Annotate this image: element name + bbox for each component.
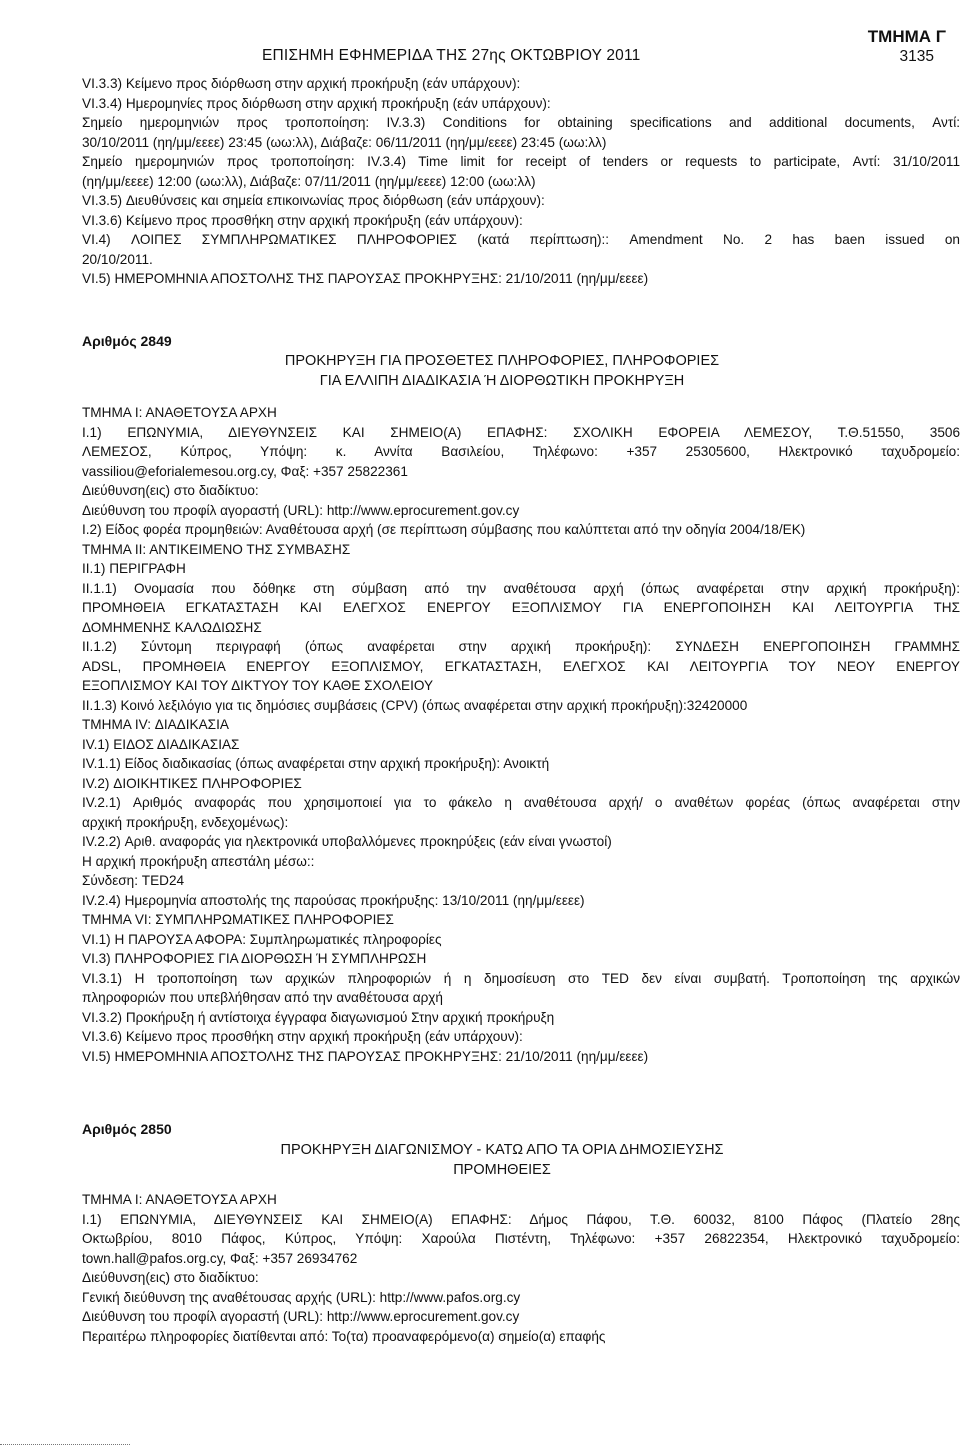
- text-line: Περαιτέρω πληροφορίες διατίθενται από: Το(τα) προαναφερόμενο(α) σημείο(α) επαφής: [82, 1328, 606, 1344]
- text-line: II.1.3) Κοινό λεξιλόγιο για τις δημόσιες συμβάσεις (CPV) (όπως αναφέρεται στην αρχική προκήρυξη):32420000: [82, 697, 748, 713]
- text-line: VI.3.1) Η τροποποίηση των αρχικών πληροφοριών ή η δημοσίευση στο TED δεν είναι συμβατή. Τροποποίηση της αρχικών: [82, 970, 960, 986]
- text-line: Σύνδεση: TED24: [82, 873, 185, 888]
- text-line: αρχική προκήρυξη, ενδεχομένως):: [82, 814, 289, 830]
- text-line: (ηη/μμ/εεεε) 12:00 (ωω:λλ), Διάβαζε: 07/11/2011 (ηη/μμ/εεεε) 12:00 (ωω:λλ): [82, 173, 536, 189]
- notice-title-2850: [232, 1140, 772, 1180]
- text-line: Η αρχική προκήρυξη απεστάλη μέσω::: [82, 853, 315, 869]
- text-line: VI.5) ΗΜΕΡΟΜΗΝΙΑ ΑΠΟΣΤΟΛΗΣ ΤΗΣ ΠΑΡΟΥΣΑΣ ΠΡΟΚΗΡΥΞΗΣ: 21/10/2011 (ηη/μμ/εεεε): [82, 271, 649, 286]
- text-line: VI.1) Η ΠΑΡΟΥΣΑ ΑΦΟΡΑ: Συμπληρωματικές πληροφορίες: [82, 931, 442, 947]
- text-line: ΤΜΗΜΑ Ι: ΑΝΑΘΕΤΟΥΣΑ ΑΡΧΗ: [82, 405, 277, 420]
- text-line: II.1.1) Ονομασία που δόθηκε στη σύμβαση από την αναθέτουσα αρχή (όπως αναφέρεται στην αρχική προκήρυξη):: [82, 580, 960, 596]
- text-line: Σημείο ημερομηνιών προς τροποποίηση: IV.3.4) Time limit for receipt of tenders or requests to participate, Αντί: 31/10/2011: [82, 154, 960, 169]
- text-line: πληροφοριών που υπεβλήθησαν από την αναθέτουσα αρχή: [82, 990, 443, 1005]
- previous-notice-continuation: [82, 74, 960, 289]
- text-line: town.hall@pafos.org.cy, Φαξ: +357 26934762: [82, 1250, 358, 1266]
- text-line: I.1) ΕΠΩΝΥΜΙΑ, ΔΙΕΥΘΥΝΣΕΙΣ ΚΑΙ ΣΗΜΕΙΟ(Α) ΕΠΑΦΗΣ: Δήμος Πάφου, Τ.Θ. 60032, 8100 Πάφος (Πλατείο 28ης: [82, 1211, 960, 1227]
- text-line: ΤΜΗΜΑ VI: ΣΥΜΠΛΗΡΩΜΑΤΙΚΕΣ ΠΛΗΡΟΦΟΡΙΕΣ: [82, 912, 394, 927]
- text-line: ΤΜΗΜΑ IV: ΔΙΑΔΙΚΑΣΙΑ: [82, 717, 229, 732]
- text-line: Διεύθυνση(εις) στο διαδίκτυο:: [82, 483, 259, 498]
- gazette-title: ΕΠΙΣΗΜΗ ΕΦΗΜΕΡΙΔΑ ΤΗΣ 27ης ΟΚΤΩΒΡΙΟΥ 2011: [262, 47, 641, 64]
- notice-title-line: ΠΡΟΚΗΡΥΞΗ ΓΙΑ ΠΡΟΣΘΕΤΕΣ ΠΛΗΡΟΦΟΡΙΕΣ, ΠΛΗΡΟΦΟΡΙΕΣ: [284, 353, 720, 369]
- text-line: Γενική διεύθυνση της αναθέτουσας αρχής (URL): http://www.pafos.org.cy: [82, 1289, 521, 1305]
- notice-title-2849: [232, 351, 772, 391]
- notice-title-line: ΓΙΑ ΕΛΛΙΠΗ ΔΙΑΔΙΚΑΣΙΑ Ή ΔΙΟΡΘΩΤΙΚΗ ΠΡΟΚΗΡΥΞΗ: [319, 373, 685, 389]
- notice-body-2850: [82, 1190, 960, 1346]
- text-line: IV.2.1) Αριθμός αναφοράς που χρησιμοποιεί για το φάκελο η αναθέτουσα αρχή/ ο αναθέτων φορέας (όπως αναφέρεται στην: [82, 795, 960, 810]
- text-line: VI.3.6) Κείμενο προς προσθήκη στην αρχική προκήρυξη (εάν υπάρχουν):: [82, 212, 523, 228]
- text-line: ΠΡΟΜΗΘΕΙΑ ΕΓΚΑΤΑΣΤΑΣΗ ΚΑΙ ΕΛΕΓΧΟΣ ΕΝΕΡΓΟΥ ΕΞΟΠΛΙΣΜΟΥ ΓΙΑ ΕΝΕΡΓΟΠΟΙΗΣΗ ΚΑΙ ΛΕΙΤΟΥΡΓΙΑ ΤΗΣ: [82, 600, 960, 615]
- text-line: I.2) Είδος φορέα προμηθειών: Αναθέτουσα αρχή (σε περίπτωση σύμβασης που καλύπτεται από την οδηγία 2004/18/ΕΚ): [82, 522, 806, 537]
- notice-title-line: ΠΡΟΚΗΡΥΞΗ ΔΙΑΓΩΝΙΣΜΟΥ - ΚΑΤΩ ΑΠΟ ΤΑ ΟΡΙΑ ΔΗΜΟΣΙΕΥΣΗΣ: [280, 1142, 724, 1158]
- text-line: ΕΞΟΠΛΙΣΜΟΥ ΚΑΙ ΤΟΥ ΔΙΚΤΥΟΥ ΤΟΥ ΚΑΘΕ ΣΧΟΛΕΙΟΥ: [82, 678, 434, 693]
- notice-title-line: ΠΡΟΜΗΘΕΙΕΣ: [453, 1162, 551, 1178]
- text-line: VI.3.4) Ημερομηνίες προς διόρθωση στην αρχική προκήρυξη (εάν υπάρχουν):: [82, 95, 551, 111]
- section-label: ΤΜΗΜΑ Γ: [867, 27, 946, 46]
- text-line: IV.1.1) Είδος διαδικασίας (όπως αναφέρεται στην αρχική προκήρυξη): Ανοικτή: [82, 756, 550, 771]
- notice-body-2849: [82, 403, 960, 1066]
- text-line: 20/10/2011.: [82, 251, 153, 267]
- text-line: ΤΜΗΜΑ Ι: ΑΝΑΘΕΤΟΥΣΑ ΑΡΧΗ: [82, 1192, 277, 1207]
- text-line: IV.2) ΔΙΟΙΚΗΤΙΚΕΣ ΠΛΗΡΟΦΟΡΙΕΣ: [82, 775, 302, 791]
- text-line: ΔΟΜΗΜΕΝΗΣ ΚΑΛΩΔΙΩΣΗΣ: [82, 619, 262, 635]
- notice-number-2849: Αριθμός 2849: [82, 333, 172, 349]
- text-line: Οκτωβρίου, 8010 Πάφος, Κύπρος, Υπόψη: Χαρούλα Πιστέντη, Τηλέφωνο: +357 26822354, Ηλεκτρονικό ταχυδρομείο:: [82, 1231, 960, 1246]
- text-line: IV.1) ΕΙΔΟΣ ΔΙΑΔΙΚΑΣΙΑΣ: [82, 736, 240, 752]
- text-line: VI.4) ΛΟΙΠΕΣ ΣΥΜΠΛΗΡΩΜΑΤΙΚΕΣ ΠΛΗΡΟΦΟΡΙΕΣ (κατά περίπτωση):: Amendment No. 2 has baen issued on: [82, 232, 960, 247]
- text-line: II.1.2) Σύντομη περιγραφή (όπως αναφέρεται στην αρχική προκήρυξη): ΣΥΝΔΕΣΗ ΕΝΕΡΓΟΠΟΙΗΣΗ ΓΡΑΜΜΗΣ: [82, 639, 960, 654]
- notice-number-2850: Αριθμός 2850: [82, 1121, 172, 1137]
- text-line: ADSL, ΠΡΟΜΗΘΕΙΑ ΕΝΕΡΓΟΥ ΕΞΟΠΛΙΣΜΟΥ, ΕΓΚΑΤΑΣΤΑΣΗ, ΕΛΕΓΧΟΣ ΚΑΙ ΛΕΙΤΟΥΡΓΙΑ ΤΟΥ ΝΕΟΥ ΕΝΕΡΓΟΥ: [82, 658, 960, 674]
- page-number: 3135: [899, 48, 934, 65]
- text-line: ΤΜΗΜΑ ΙΙ: ΑΝΤΙΚΕΙΜΕΝΟ ΤΗΣ ΣΥΜΒΑΣΗΣ: [82, 541, 351, 557]
- text-line: VI.5) ΗΜΕΡΟΜΗΝΙΑ ΑΠΟΣΤΟΛΗΣ ΤΗΣ ΠΑΡΟΥΣΑΣ ΠΡΟΚΗΡΥΞΗΣ: 21/10/2011 (ηη/μμ/εεεε): [82, 1048, 649, 1064]
- text-line: ΛΕΜΕΣΟΣ, Κύπρος, Υπόψη: κ. Αννίτα Βασιλείου, Τηλέφωνο: +357 25305600, Ηλεκτρονικό ταχυδρομείο:: [82, 444, 960, 459]
- text-line: VI.3) ΠΛΗΡΟΦΟΡΙΕΣ ΓΙΑ ΔΙΟΡΘΩΣΗ Ή ΣΥΜΠΛΗΡΩΣΗ: [82, 951, 427, 966]
- footer-dotted-rule: [0, 1444, 130, 1446]
- text-line: I.1) ΕΠΩΝΥΜΙΑ, ΔΙΕΥΘΥΝΣΕΙΣ ΚΑΙ ΣΗΜΕΙΟ(Α) ΕΠΑΦΗΣ: ΣΧΟΛΙΚΗ ΕΦΟΡΕΙΑ ΛΕΜΕΣΟΥ, Τ.Θ.51550, 3506: [82, 424, 960, 440]
- text-line: Διεύθυνση του προφίλ αγοραστή (URL): http://www.eprocurement.gov.cy: [82, 1309, 520, 1324]
- text-line: VI.3.3) Κείμενο προς διόρθωση στην αρχική προκήρυξη (εάν υπάρχουν):: [82, 76, 521, 91]
- text-line: 30/10/2011 (ηη/μμ/εεεε) 23:45 (ωω:λλ), Διάβαζε: 06/11/2011 (ηη/μμ/εεεε) 23:45 (ωω:λλ): [82, 134, 607, 150]
- text-line: IV.2.4) Ημερομηνία αποστολής της παρούσας προκήρυξης: 13/10/2011 (ηη/μμ/εεεε): [82, 892, 585, 908]
- text-line: Σημείο ημερομηνιών προς τροποποίηση: IV.3.3) Conditions for obtaining specifications and additional documents, Αντί:: [82, 115, 960, 130]
- text-line: Διεύθυνση(εις) στο διαδίκτυο:: [82, 1270, 259, 1285]
- text-line: IV.2.2) Αριθ. αναφοράς για ηλεκτρονικά υποβαλλόμενες προκηρύξεις (εάν είναι γνωστοί): [82, 834, 612, 849]
- text-line: vassiliou@eforialemesou.org.cy, Φαξ: +357 25822361: [82, 463, 408, 479]
- text-line: VI.3.2) Προκήρυξη ή αντίστοιχα έγγραφα διαγωνισμού Στην αρχική προκήρυξη: [82, 1009, 555, 1025]
- text-line: II.1) ΠΕΡΙΓΡΑΦΗ: [82, 561, 186, 576]
- text-line: VI.3.6) Κείμενο προς προσθήκη στην αρχική προκήρυξη (εάν υπάρχουν):: [82, 1029, 523, 1044]
- text-line: VI.3.5) Διευθύνσεις και σημεία επικοινωνίας προς διόρθωση (εάν υπάρχουν):: [82, 193, 545, 208]
- text-line: Διεύθυνση του προφίλ αγοραστή (URL): http://www.eprocurement.gov.cy: [82, 502, 520, 518]
